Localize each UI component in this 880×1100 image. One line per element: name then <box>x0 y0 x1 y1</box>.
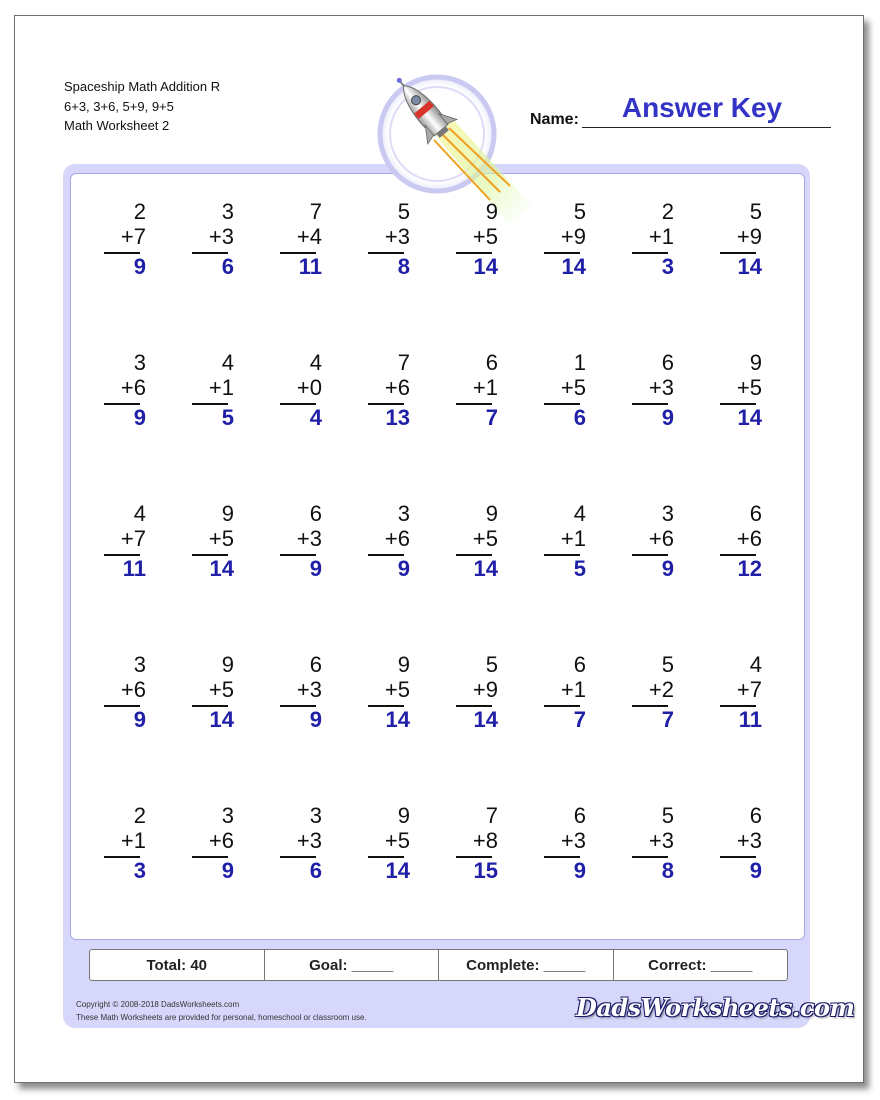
worksheet-subtitle: 6+3, 3+6, 5+9, 9+5 <box>64 98 174 114</box>
problem-item <box>274 803 334 893</box>
addend-bottom: +3 <box>384 224 410 249</box>
name-underline <box>582 127 831 128</box>
addend-top: 1 <box>573 350 586 375</box>
addend-top: 5 <box>397 199 410 224</box>
addend-top: 9 <box>749 350 762 375</box>
problem-item <box>186 501 246 591</box>
addend-bottom: +1 <box>560 526 586 551</box>
addend-bottom: +5 <box>384 828 410 853</box>
addend-top: 9 <box>397 652 410 677</box>
addend-bottom: +2 <box>648 677 674 702</box>
addend-top: 5 <box>661 803 674 828</box>
addend-bottom: +1 <box>648 224 674 249</box>
copyright-line: Copyright © 2008-2018 DadsWorksheets.com <box>76 1000 240 1009</box>
answer: 14 <box>385 858 410 883</box>
problem-frame <box>63 164 810 1028</box>
answer: 11 <box>298 254 322 279</box>
addend-bottom: +5 <box>208 526 234 551</box>
problem-item <box>362 350 422 440</box>
answer: 9 <box>221 858 234 883</box>
problem-item <box>274 652 334 742</box>
addend-bottom: +9 <box>472 677 498 702</box>
problem-item <box>450 803 510 893</box>
addend-top: 6 <box>749 501 762 526</box>
answer: 8 <box>661 858 674 883</box>
answer: 14 <box>561 254 586 279</box>
addend-top: 5 <box>749 199 762 224</box>
addend-top: 4 <box>573 501 586 526</box>
addend-bottom: +3 <box>296 828 322 853</box>
problem-item <box>98 803 158 893</box>
addend-bottom: +5 <box>560 375 586 400</box>
addend-top: 3 <box>133 652 146 677</box>
addend-bottom: +1 <box>560 677 586 702</box>
addend-top: 3 <box>221 199 234 224</box>
answer: 14 <box>737 254 762 279</box>
answer: 14 <box>473 254 498 279</box>
name-label: Name: <box>530 111 579 128</box>
addend-top: 9 <box>221 501 234 526</box>
problem-item <box>98 501 158 591</box>
addend-bottom: +3 <box>560 828 586 853</box>
answer: 6 <box>573 405 586 430</box>
answer: 9 <box>397 556 410 581</box>
answer: 9 <box>661 405 674 430</box>
problem-item <box>274 199 334 289</box>
score-table <box>89 949 788 981</box>
addend-top: 5 <box>661 652 674 677</box>
addend-top: 6 <box>309 501 322 526</box>
answer: 14 <box>209 556 234 581</box>
addend-bottom: +7 <box>120 526 146 551</box>
addend-top: 4 <box>221 350 234 375</box>
addend-bottom: +3 <box>648 828 674 853</box>
problem-item <box>538 350 598 440</box>
answer: 9 <box>749 858 762 883</box>
problem-item <box>98 350 158 440</box>
addend-bottom: +3 <box>208 224 234 249</box>
addend-top: 7 <box>485 803 498 828</box>
addend-bottom: +5 <box>472 526 498 551</box>
addend-bottom: +6 <box>384 526 410 551</box>
addend-top: 2 <box>133 199 146 224</box>
addend-bottom: +7 <box>736 677 762 702</box>
problem-item <box>450 350 510 440</box>
addend-bottom: +5 <box>736 375 762 400</box>
problem-item <box>362 652 422 742</box>
usage-notice: These Math Worksheets are provided for personal, homeschool or classroom use. <box>76 1013 367 1022</box>
answer: 9 <box>133 707 146 732</box>
problem-item <box>362 803 422 893</box>
addend-bottom: +0 <box>296 375 322 400</box>
footer-text <box>76 998 367 1024</box>
answer: 15 <box>473 858 498 883</box>
addend-bottom: +6 <box>384 375 410 400</box>
problem-item <box>626 501 686 591</box>
answer: 7 <box>573 707 586 732</box>
addend-bottom: +6 <box>208 828 234 853</box>
score-complete[interactable]: Complete: _____ <box>439 950 614 980</box>
addend-top: 9 <box>221 652 234 677</box>
addend-top: 2 <box>661 199 674 224</box>
problem-item <box>538 501 598 591</box>
problem-item <box>98 652 158 742</box>
addend-bottom: +6 <box>120 375 146 400</box>
problem-item <box>186 199 246 289</box>
problem-item <box>362 199 422 289</box>
addend-bottom: +5 <box>384 677 410 702</box>
answer: 14 <box>473 556 498 581</box>
addend-top: 4 <box>133 501 146 526</box>
addend-top: 3 <box>221 803 234 828</box>
answer: 7 <box>485 405 498 430</box>
problem-item <box>98 199 158 289</box>
addend-bottom: +5 <box>208 677 234 702</box>
problem-item <box>714 199 774 289</box>
problem-item <box>362 501 422 591</box>
answer: 8 <box>397 254 410 279</box>
addend-top: 6 <box>485 350 498 375</box>
score-total: Total: 40 <box>90 950 265 980</box>
problem-item <box>186 350 246 440</box>
addend-top: 6 <box>661 350 674 375</box>
addend-top: 7 <box>309 199 322 224</box>
score-correct[interactable]: Correct: _____ <box>648 956 753 974</box>
addend-bottom: +3 <box>296 677 322 702</box>
addend-top: 5 <box>485 652 498 677</box>
addend-top: 7 <box>397 350 410 375</box>
answer: 9 <box>309 707 322 732</box>
problem-item <box>714 501 774 591</box>
answer: 14 <box>473 707 498 732</box>
addend-top: 3 <box>309 803 322 828</box>
answer: 9 <box>661 556 674 581</box>
problem-item <box>538 199 598 289</box>
problem-item <box>274 350 334 440</box>
answer: 14 <box>737 405 762 430</box>
addend-top: 9 <box>485 501 498 526</box>
dadsworksheets-logo: DadsWorksheets.com <box>576 993 855 1022</box>
problem-item <box>450 501 510 591</box>
answer: 9 <box>133 254 146 279</box>
name-field-value[interactable]: Answer Key <box>621 92 783 123</box>
addend-bottom: +4 <box>296 224 322 249</box>
problem-item <box>714 652 774 742</box>
answer: 13 <box>385 405 410 430</box>
answer: 6 <box>221 254 234 279</box>
score-goal[interactable]: Goal: _____ <box>265 950 440 980</box>
answer: 12 <box>737 556 762 581</box>
worksheet-title: Spaceship Math Addition R <box>64 79 221 94</box>
addend-top: 3 <box>397 501 410 526</box>
addend-bottom: +1 <box>120 828 146 853</box>
problem-item <box>450 652 510 742</box>
problem-item <box>626 199 686 289</box>
answer: 9 <box>309 556 322 581</box>
answer: 7 <box>661 707 674 732</box>
addend-bottom: +9 <box>736 224 762 249</box>
addend-top: 9 <box>485 199 498 224</box>
addend-top: 3 <box>133 350 146 375</box>
problem-item <box>714 803 774 893</box>
worksheet-number: Math Worksheet 2 <box>64 118 170 133</box>
problem-area <box>70 173 805 940</box>
addend-bottom: +1 <box>472 375 498 400</box>
addend-top: 3 <box>661 501 674 526</box>
answer: 14 <box>209 707 234 732</box>
problem-item <box>538 652 598 742</box>
addend-top: 2 <box>133 803 146 828</box>
addend-bottom: +5 <box>472 224 498 249</box>
problem-item <box>186 652 246 742</box>
addend-top: 6 <box>573 652 586 677</box>
addend-top: 6 <box>749 803 762 828</box>
answer: 11 <box>122 556 146 581</box>
problem-item <box>450 199 510 289</box>
addend-top: 6 <box>573 803 586 828</box>
problem-item <box>274 501 334 591</box>
addend-top: 9 <box>397 803 410 828</box>
answer: 14 <box>385 707 410 732</box>
addend-bottom: +8 <box>472 828 498 853</box>
problem-item <box>626 350 686 440</box>
answer: 5 <box>573 556 586 581</box>
addend-bottom: +3 <box>296 526 322 551</box>
answer: 4 <box>309 405 322 430</box>
problem-item <box>714 350 774 440</box>
answer: 5 <box>221 405 234 430</box>
addend-top: 4 <box>749 652 762 677</box>
addend-top: 5 <box>573 199 586 224</box>
addend-bottom: +1 <box>208 375 234 400</box>
problem-item <box>626 803 686 893</box>
addend-top: 6 <box>309 652 322 677</box>
addend-bottom: +7 <box>120 224 146 249</box>
answer: 9 <box>573 858 586 883</box>
answer: 6 <box>309 858 322 883</box>
answer: 9 <box>133 405 146 430</box>
addend-bottom: +3 <box>736 828 762 853</box>
addend-bottom: +9 <box>560 224 586 249</box>
problem-item <box>626 652 686 742</box>
addend-top: 4 <box>309 350 322 375</box>
answer: 3 <box>661 254 674 279</box>
problem-item <box>538 803 598 893</box>
answer: 11 <box>738 707 762 732</box>
answer: 3 <box>133 858 146 883</box>
addend-bottom: +3 <box>648 375 674 400</box>
addend-bottom: +6 <box>120 677 146 702</box>
worksheet-header <box>64 77 220 136</box>
addend-bottom: +6 <box>648 526 674 551</box>
addend-bottom: +6 <box>736 526 762 551</box>
problem-item <box>186 803 246 893</box>
